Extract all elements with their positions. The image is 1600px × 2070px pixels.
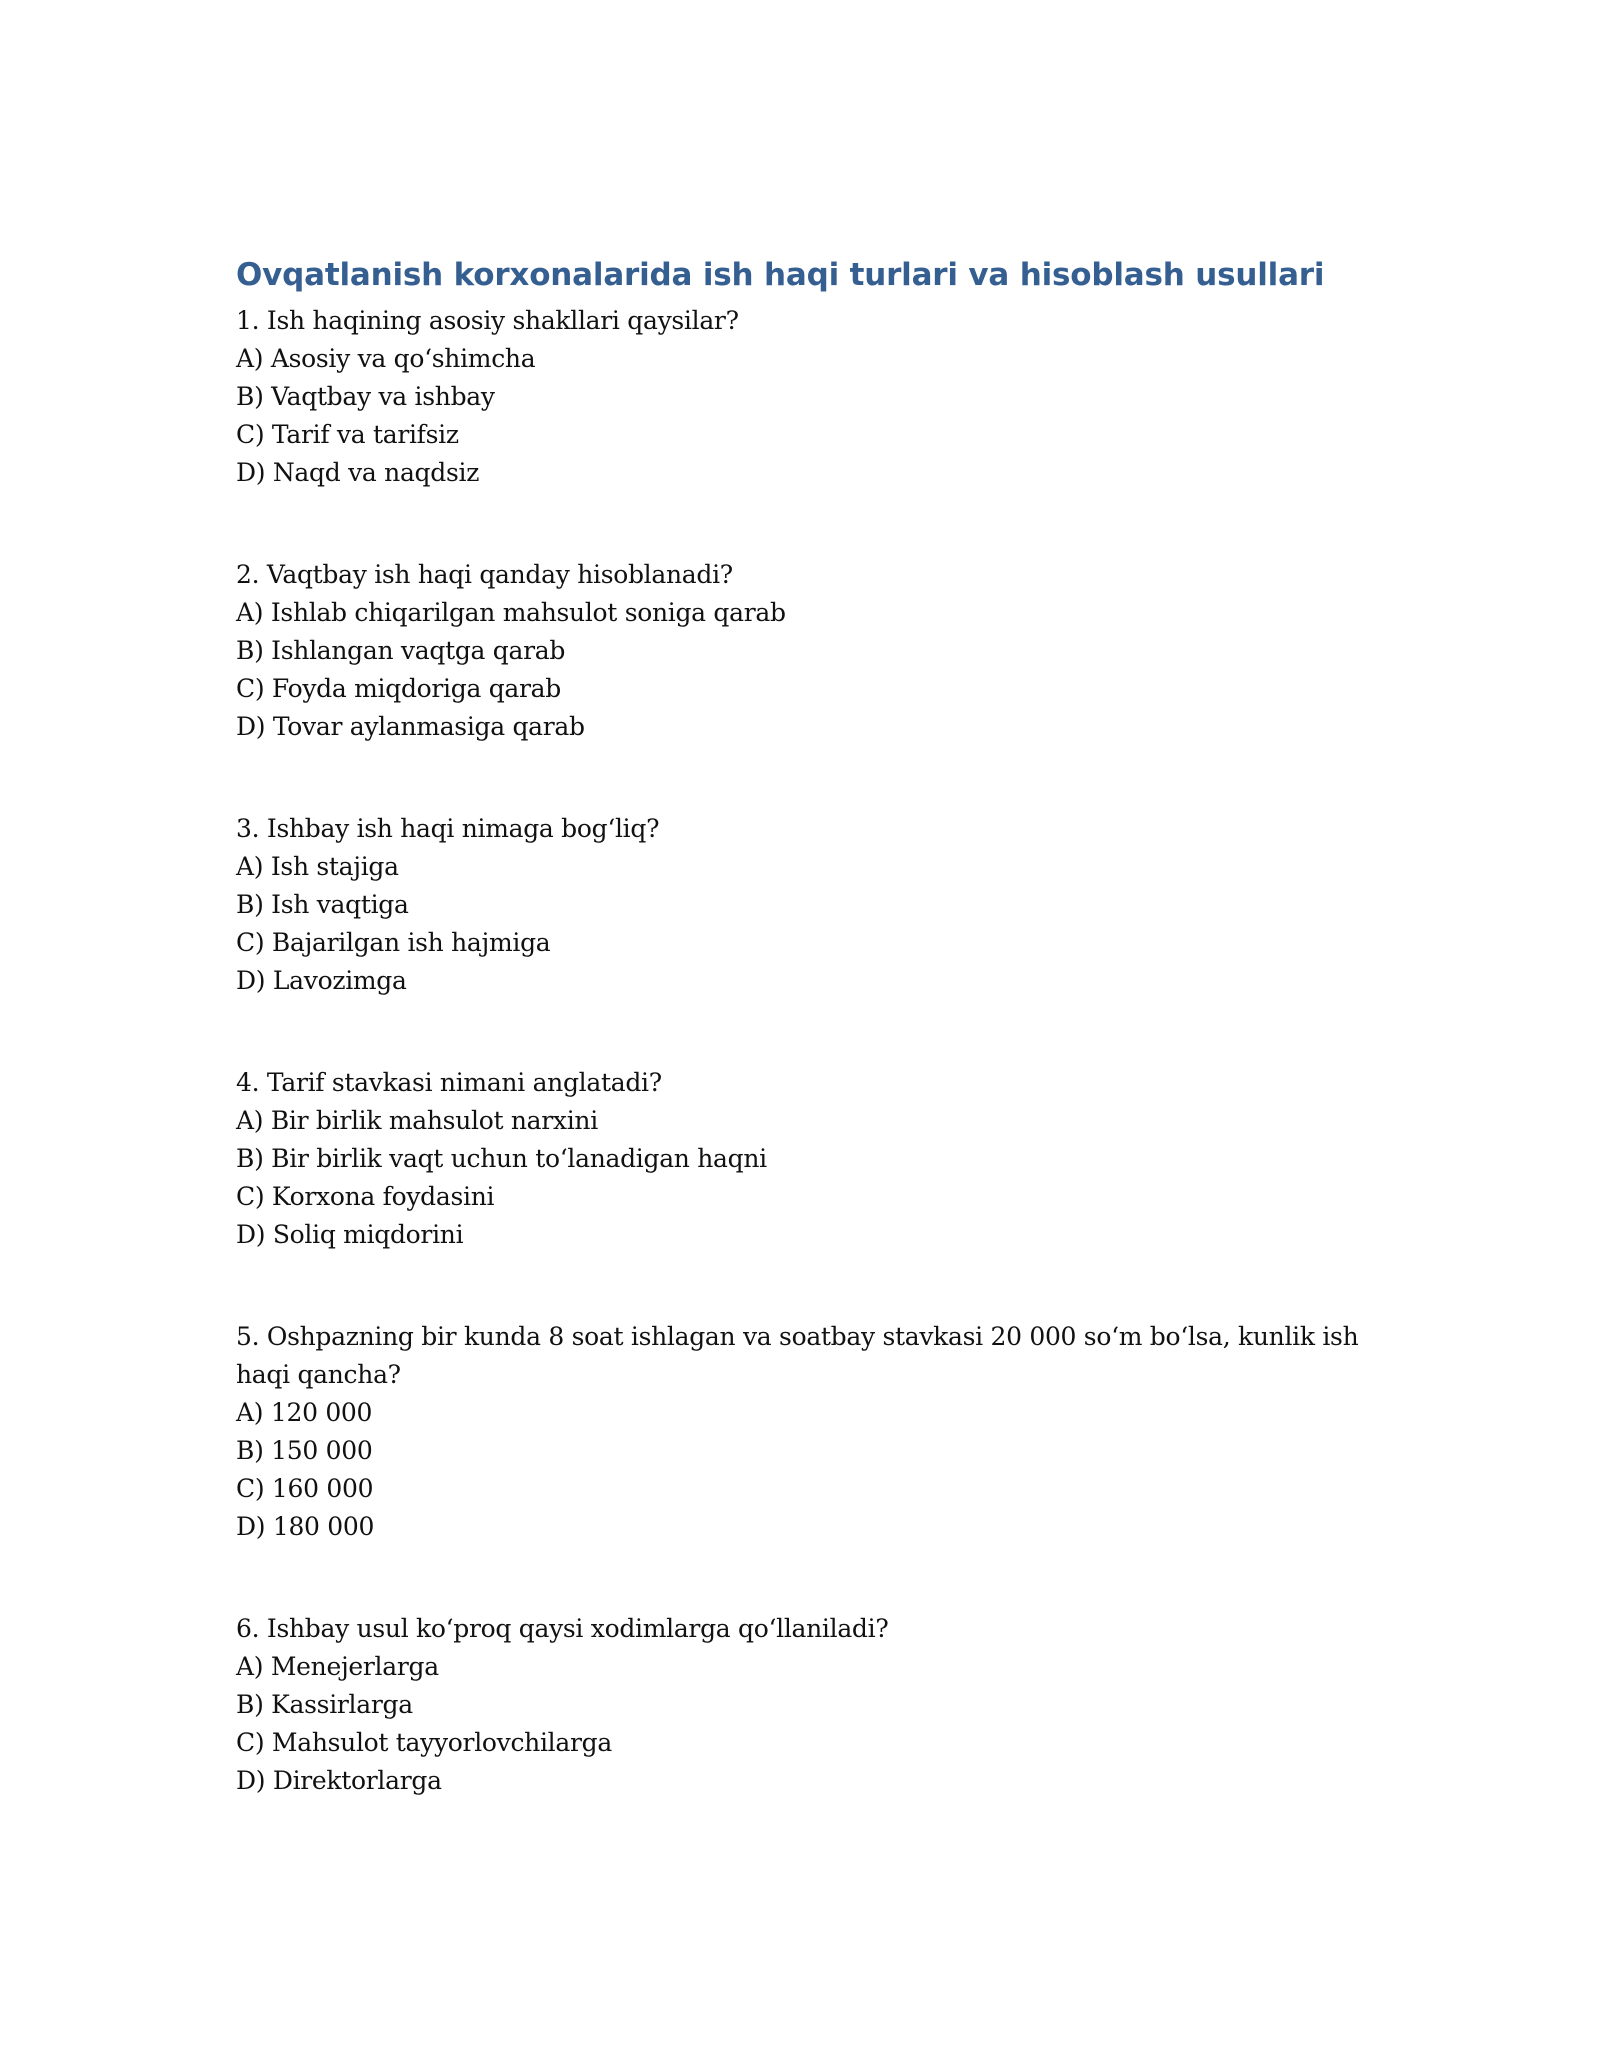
question-text: 5. Oshpazning bir kunda 8 soat ishlagan va soatbay stavkasi 20 000 so‘m bo‘lsa, kunlik ish haqi qancha? (236, 1322, 1359, 1389)
option-c: C) Foyda miqdoriga qarab (236, 674, 561, 703)
option-c: C) 160 000 (236, 1474, 374, 1503)
question-text: 4. Tarif stavkasi nimani anglatadi? (236, 1068, 662, 1097)
option-d: D) Direktorlarga (236, 1766, 442, 1795)
question-4 (236, 1064, 1366, 1254)
document-body (236, 248, 1366, 1864)
option-a: A) Menejerlarga (236, 1652, 439, 1681)
option-c: C) Korxona foydasini (236, 1182, 495, 1211)
option-list (236, 594, 1366, 746)
option-a: A) Asosiy va qo‘shimcha (236, 344, 536, 373)
option-d: D) 180 000 (236, 1512, 375, 1541)
question-text: 3. Ishbay ish haqi nimaga bog‘liq? (236, 814, 660, 843)
option-b: B) 150 000 (236, 1436, 373, 1465)
option-list (236, 1394, 1366, 1546)
option-list (236, 1648, 1366, 1800)
option-d: D) Lavozimga (236, 966, 407, 995)
question-2 (236, 556, 1366, 746)
option-b: B) Ish vaqtiga (236, 890, 409, 919)
option-b: B) Vaqtbay va ishbay (236, 382, 495, 411)
option-a: A) 120 000 (236, 1398, 373, 1427)
option-d: D) Soliq miqdorini (236, 1220, 464, 1249)
question-5 (236, 1318, 1366, 1546)
option-b: B) Ishlangan vaqtga qarab (236, 636, 566, 665)
option-c: C) Mahsulot tayyorlovchilarga (236, 1728, 612, 1757)
question-6 (236, 1610, 1366, 1800)
option-c: C) Bajarilgan ish hajmiga (236, 928, 551, 957)
option-a: A) Ishlab chiqarilgan mahsulot soniga qarab (236, 598, 786, 627)
question-3 (236, 810, 1366, 1000)
question-text: 6. Ishbay usul ko‘proq qaysi xodimlarga qo‘llaniladi? (236, 1614, 889, 1643)
question-text: 2. Vaqtbay ish haqi qanday hisoblanadi? (236, 560, 733, 589)
option-d: D) Tovar aylanmasiga qarab (236, 712, 585, 741)
option-list (236, 340, 1366, 492)
question-text: 1. Ish haqining asosiy shakllari qaysilar? (236, 306, 739, 335)
option-d: D) Naqd va naqdsiz (236, 458, 480, 487)
option-a: A) Ish stajiga (236, 852, 399, 881)
option-b: B) Bir birlik vaqt uchun to‘lanadigan haqni (236, 1144, 767, 1173)
option-a: A) Bir birlik mahsulot narxini (236, 1106, 598, 1135)
option-list (236, 848, 1366, 1000)
document-title: Ovqatlanish korxonalarida ish haqi turlari va hisoblash usullari (236, 257, 1325, 293)
question-1 (236, 302, 1366, 492)
option-list (236, 1102, 1366, 1254)
option-c: C) Tarif va tarifsiz (236, 420, 459, 449)
option-b: B) Kassirlarga (236, 1690, 413, 1719)
